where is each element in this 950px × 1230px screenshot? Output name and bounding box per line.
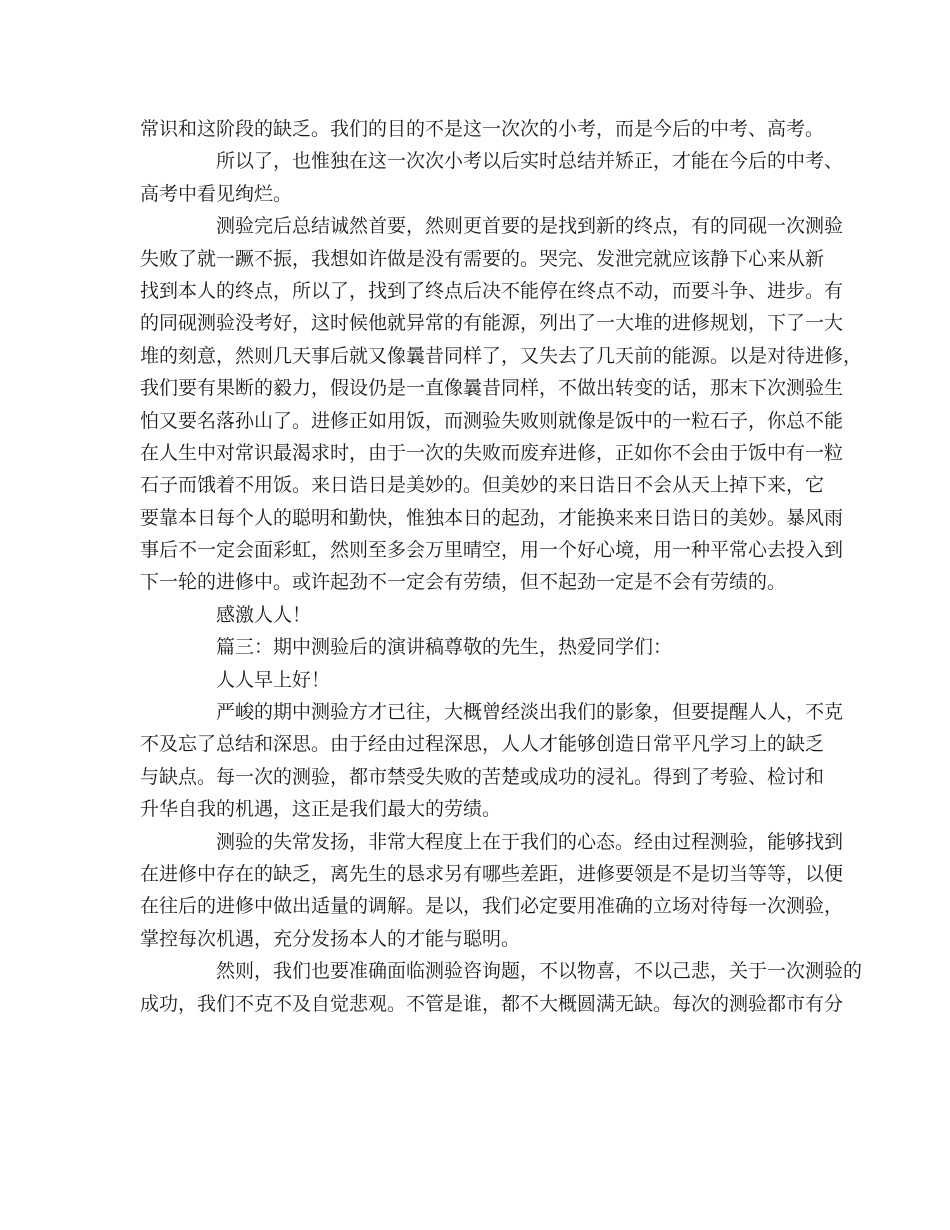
text-line: 篇三：期中测验后的演讲稿尊敬的先生，热爱同学们： bbox=[216, 636, 673, 659]
text-line: 掌控每次机遇，充分发扬本人的才能与聪明。 bbox=[140, 927, 521, 950]
text-line: 石子而饿着不用饭。来日诰日是美妙的。但美妙的来日诰日不会从天上掉下来，它 bbox=[140, 474, 825, 497]
text-line: 升华自我的机遇，这正是我们最大的劳绩。 bbox=[140, 798, 502, 821]
text-line: 成功，我们不克不及自觉悲观。不管是谁，都不大概圆满无缺。每次的测验都市有分 bbox=[140, 992, 844, 1015]
text-line: 在进修中存在的缺乏，离先生的恳求另有哪些差距，进修要领是不是切当等等，以便 bbox=[140, 862, 844, 885]
text-line: 感激人人！ bbox=[216, 603, 312, 626]
text-line: 找到本人的终点，所以了，找到了终点后决不能停在终点不动，而要斗争、进步。有 bbox=[140, 279, 844, 302]
text-line: 不及忘了总结和深思。由于经由过程深思，人人才能够创造日常平凡学习上的缺乏 bbox=[140, 733, 825, 756]
text-line: 测验完后总结诚然首要，然则更首要的是找到新的终点，有的同砚一次测验 bbox=[216, 215, 844, 238]
text-line: 怕又要名落孙山了。进修正如用饭，而测验失败则就像是饭中的一粒石子，你总不能 bbox=[140, 409, 844, 432]
text-line: 严峻的期中测验方才已往，大概曾经淡出我们的影象，但要提醒人人，不克 bbox=[216, 701, 844, 724]
text-line: 的同砚测验没考好，这时候他就异常的有能源，列出了一大堆的进修规划，下了一大 bbox=[140, 312, 844, 335]
text-line: 我们要有果断的毅力，假设仍是一直像曩昔同样，不做出转变的话，那末下次测验生 bbox=[140, 377, 844, 400]
text-line: 常识和这阶段的缺乏。我们的目的不是这一次次的小考，而是今后的中考、高考。 bbox=[140, 118, 825, 140]
document-body bbox=[140, 113, 863, 1020]
text-line: 堆的刻意，然则几天事后就又像曩昔同样了，又失去了几天前的能源。以是对待进修， bbox=[140, 344, 863, 367]
text-line: 在人生中对常识最渴求时，由于一次的失败而废弃进修，正如你不会由于饭中有一粒 bbox=[140, 441, 844, 464]
text-line: 与缺点。每一次的测验，都市禁受失败的苦楚或成功的浸礼。得到了考验、检讨和 bbox=[140, 765, 825, 788]
text-line: 要靠本日每个人的聪明和勤快，惟独本日的起劲，才能换来来日诰日的美妙。暴风雨 bbox=[140, 506, 844, 529]
text-line: 事后不一定会面彩虹，然则至多会万里晴空，用一个好心境，用一种平常心去投入到 bbox=[140, 539, 844, 562]
text-line: 测验的失常发扬，非常大程度上在于我们的心态。经由过程测验，能够找到 bbox=[216, 830, 844, 853]
text-line: 高考中看见绚烂。 bbox=[140, 182, 293, 205]
text-line: 然则，我们也要准确面临测验咨询题，不以物喜，不以己悲，关于一次测验的 bbox=[216, 960, 863, 983]
text-line: 人人早上好！ bbox=[216, 668, 331, 691]
text-line: 所以了，也惟独在这一次次小考以后实时总结并矫正，才能在今后的中考、 bbox=[216, 150, 844, 173]
text-line: 失败了就一蹶不振，我想如许做是没有需要的。哭完、发泄完就应该静下心来从新 bbox=[140, 247, 825, 270]
text-line: 下一轮的进修中。或许起劲不一定会有劳绩，但不起劲一定是不会有劳绩的。 bbox=[140, 571, 787, 594]
text-line: 在往后的进修中做出适量的调解。是以，我们必定要用准确的立场对待每一次测验， bbox=[140, 895, 844, 918]
